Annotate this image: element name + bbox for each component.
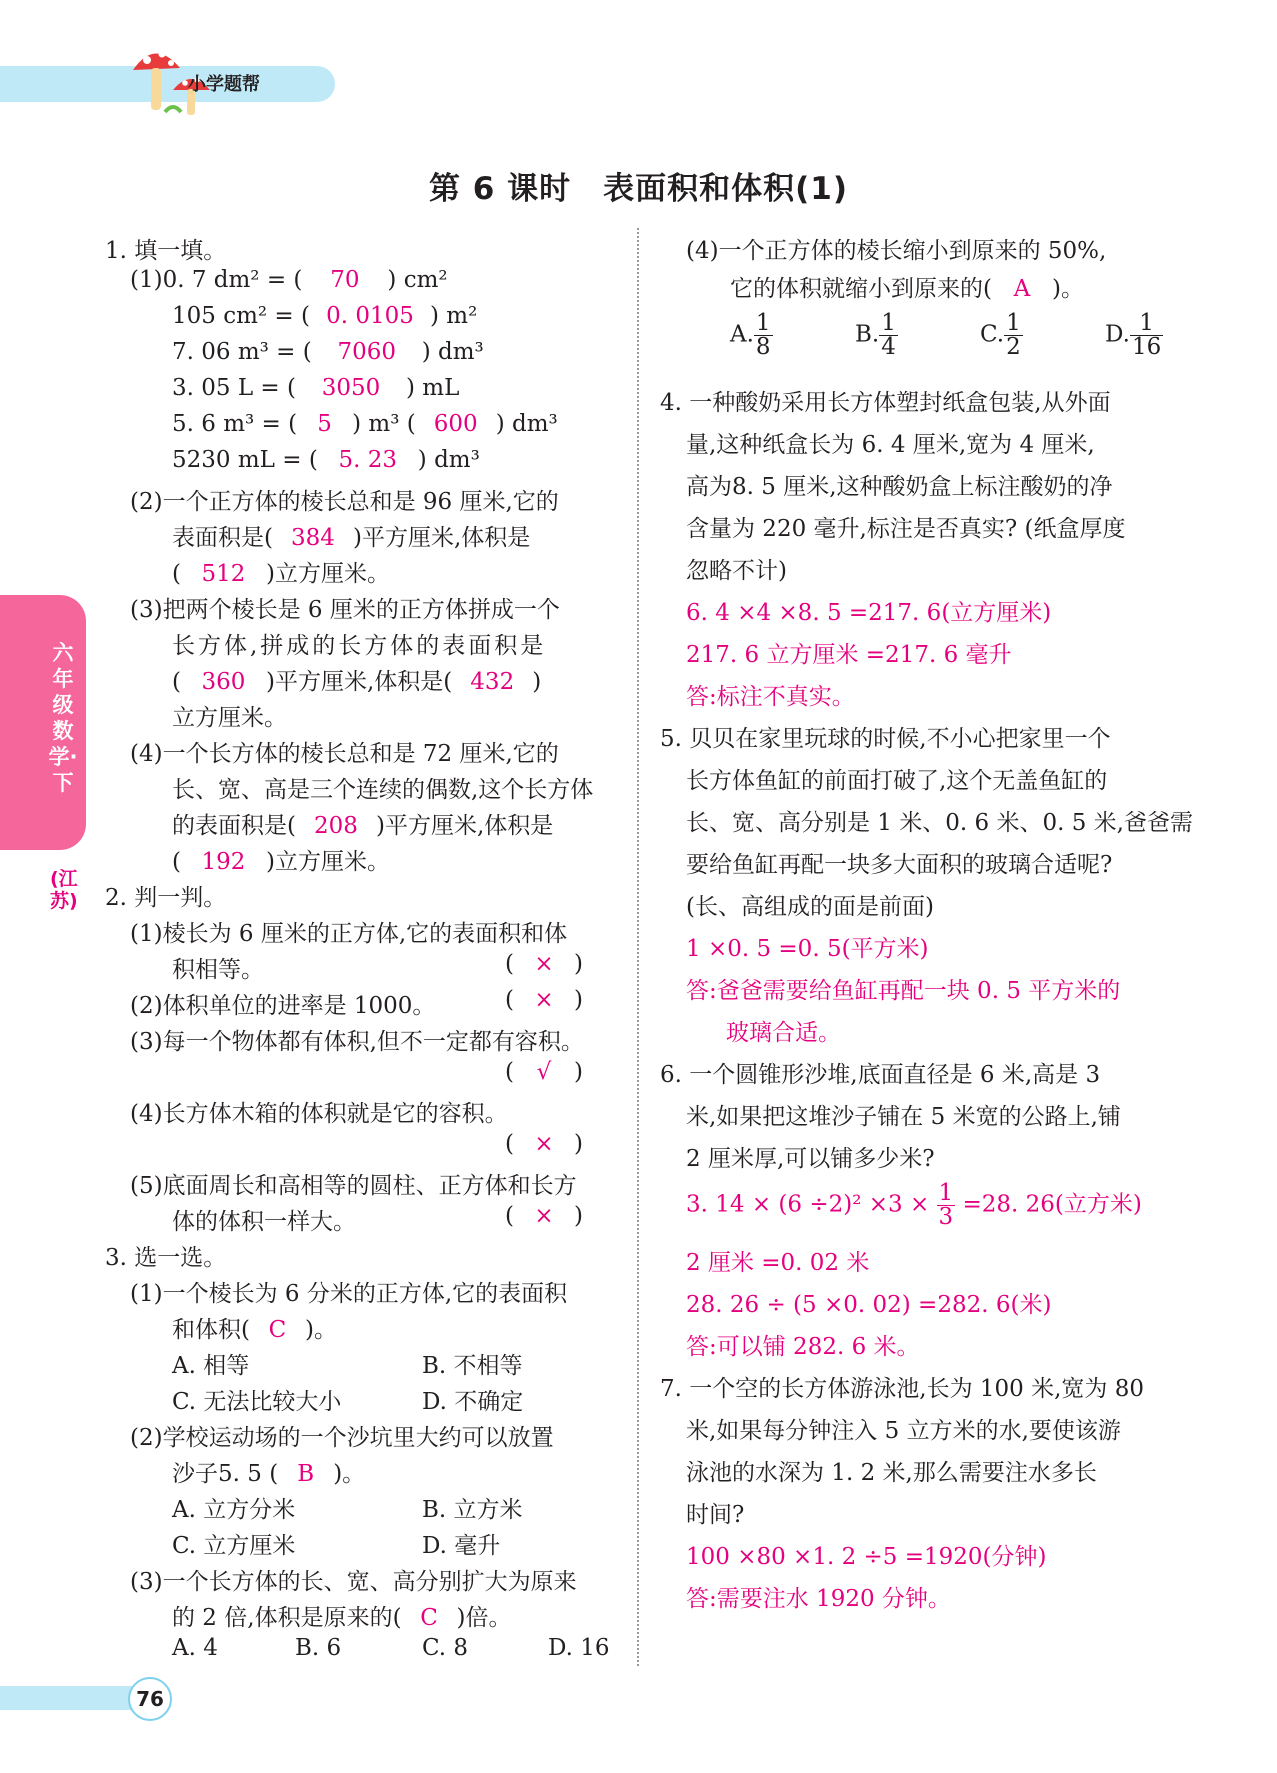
answer: 192 <box>201 849 246 875</box>
q1-row2: 105 cm² = ( 0. 0105 ) m² <box>172 303 478 329</box>
q2-item1: (1)棱长为 6 厘米的正方体,它的表面积和体 <box>130 921 568 947</box>
answer-line: 玻璃合适。 <box>726 1020 841 1046</box>
option: B. 不相等 <box>422 1353 523 1379</box>
q1-part2-line2: 表面积是( 384 )平方厘米,体积是 <box>172 525 531 551</box>
q1-row1: (1)0. 7 dm² = ( 70 ) cm² <box>130 267 448 293</box>
q2-item3: (3)每一个物体都有体积,但不一定都有容积。 <box>130 1029 584 1055</box>
q1-row6: 5230 mL = ( 5. 23 ) dm³ <box>172 447 480 473</box>
answer: 384 <box>291 525 335 551</box>
q1-part4-line4: ( 192 )立方厘米。 <box>172 849 390 875</box>
q1-heading: 1. 填一填。 <box>105 238 227 264</box>
q2-item1-cont: 积相等。 <box>172 957 264 983</box>
answer: 208 <box>314 813 358 839</box>
answer: × <box>534 951 554 977</box>
q3-item4: (4)一个正方体的棱长缩小到原来的 50%, <box>686 238 1107 264</box>
q5-line: 长方体鱼缸的前面打破了,这个无盖鱼缸的 <box>686 768 1108 794</box>
brand-name: 小学题帮 <box>188 74 260 95</box>
q7-line: 7. 一个空的长方体游泳池,长为 100 米,宽为 80 <box>660 1376 1144 1402</box>
answer: 7060 <box>337 339 396 365</box>
q5-line: 长、宽、高分别是 1 米、0. 6 米、0. 5 米,爸爸需 <box>686 810 1193 836</box>
judgement-box: ( × ) <box>505 1203 583 1229</box>
option: B. $\frac{1}{4}$ <box>855 310 896 360</box>
q1-part2-line1: (2)一个正方体的棱长总和是 96 厘米,它的 <box>130 489 559 515</box>
option: A. 相等 <box>172 1353 250 1379</box>
q2-item5: (5)底面周长和高相等的圆柱、正方体和长方 <box>130 1173 577 1199</box>
q4-line: 含量为 220 毫升,标注是否真实? (纸盒厚度 <box>686 516 1126 542</box>
answer-line: 2 厘米 =0. 02 米 <box>686 1250 870 1276</box>
judgement-box: ( √ ) <box>505 1059 583 1085</box>
answer: 0. 0105 <box>326 303 414 329</box>
region-label: (江苏) <box>50 868 78 912</box>
answer-line: 答:标注不真实。 <box>686 684 855 710</box>
judgement-box: ( × ) <box>505 987 583 1013</box>
q4-line: 高为8. 5 厘米,这种酸奶盒上标注酸奶的净 <box>686 474 1113 500</box>
judgement-box: ( × ) <box>505 951 583 977</box>
page-number: 76 <box>128 1677 172 1721</box>
q6-line: 2 厘米厚,可以铺多少米? <box>686 1146 935 1172</box>
q2-item2: (2)体积单位的进率是 1000。 <box>130 993 436 1019</box>
q1-part4-line1: (4)一个长方体的棱长总和是 72 厘米,它的 <box>130 741 559 767</box>
answer: × <box>534 1131 554 1157</box>
option: B. 6 <box>295 1635 342 1661</box>
q1-part3-line2: 长方体,拼成的长方体的表面积是 <box>172 633 547 659</box>
answer: × <box>534 1203 554 1229</box>
answer: 512 <box>201 561 246 587</box>
option: C. 8 <box>422 1635 469 1661</box>
answer-line: 217. 6 立方厘米 =217. 6 毫升 <box>686 642 1012 668</box>
q5-line: 5. 贝贝在家里玩球的时候,不小心把家里一个 <box>660 726 1111 752</box>
q3-item2: (2)学校运动场的一个沙坑里大约可以放置 <box>130 1425 554 1451</box>
answer-line: 3. 14 × (6 ÷2)² ×3 × $\frac{1}{3}$ =28. 26(立方米) <box>686 1180 1142 1230</box>
answer-line: 答:爸爸需要给鱼缸再配一块 0. 5 平方米的 <box>686 978 1121 1004</box>
q3-item3: (3)一个长方体的长、宽、高分别扩大为原来 <box>130 1569 577 1595</box>
q3-heading: 3. 选一选。 <box>105 1245 227 1271</box>
option: B. 立方米 <box>422 1497 523 1523</box>
q1-part3-line3: ( 360 )平方厘米,体积是( 432 ) <box>172 669 542 695</box>
answer: 360 <box>201 669 246 695</box>
option: C. $\frac{1}{2}$ <box>980 310 1021 360</box>
q2-heading: 2. 判一判。 <box>105 885 227 911</box>
answer-line: 6. 4 ×4 ×8. 5 =217. 6(立方厘米) <box>686 600 1052 626</box>
option: D. $\frac{1}{16}$ <box>1105 310 1162 360</box>
answer-line: 28. 26 ÷ (5 ×0. 02) =282. 6(米) <box>686 1292 1052 1318</box>
q1-part4-line2: 长、宽、高是三个连续的偶数,这个长方体 <box>172 777 594 803</box>
q1-part4-line3: 的表面积是( 208 )平方厘米,体积是 <box>172 813 554 839</box>
answer: 600 <box>433 411 478 437</box>
answer-line: 答:可以铺 282. 6 米。 <box>686 1334 920 1360</box>
q1-part3-line4: 立方厘米。 <box>172 705 287 731</box>
q4-line: 4. 一种酸奶采用长方体塑封纸盒包装,从外面 <box>660 390 1111 416</box>
q3-item2-cont: 沙子5. 5 ( B )。 <box>172 1461 366 1487</box>
q4-line: 忽略不计) <box>686 558 787 584</box>
q3-item1-cont: 和体积( C )。 <box>172 1317 337 1343</box>
q5-line: (长、高组成的面是前面) <box>686 894 934 920</box>
option: A. $\frac{1}{8}$ <box>730 310 771 360</box>
column-divider <box>637 228 639 1666</box>
answer: × <box>534 987 554 1013</box>
q1-part2-line3: ( 512 )立方厘米。 <box>172 561 390 587</box>
option: D. 不确定 <box>422 1389 524 1415</box>
q7-line: 米,如果每分钟注入 5 立方米的水,要使该游 <box>686 1418 1121 1444</box>
q3-item1: (1)一个棱长为 6 分米的正方体,它的表面积 <box>130 1281 568 1307</box>
option: C. 无法比较大小 <box>172 1389 342 1415</box>
answer: 5 <box>317 411 332 437</box>
page-title: 第 6 课时 表面积和体积(1) <box>428 171 849 207</box>
answer: B <box>297 1461 315 1487</box>
answer-line: 100 ×80 ×1. 2 ÷5 =1920(分钟) <box>686 1544 1047 1570</box>
q1-row4: 3. 05 L = ( 3050 ) mL <box>172 375 460 401</box>
q4-line: 量,这种纸盒长为 6. 4 厘米,宽为 4 厘米, <box>686 432 1095 458</box>
q1-row5: 5. 6 m³ = ( 5 ) m³ ( 600 ) dm³ <box>172 411 558 437</box>
q1-part3-line1: (3)把两个棱长是 6 厘米的正方体拼成一个 <box>130 597 560 623</box>
q2-item4: (4)长方体木箱的体积就是它的容积。 <box>130 1101 508 1127</box>
option: D. 毫升 <box>422 1533 501 1559</box>
answer: 70 <box>330 267 360 293</box>
q3-item4-cont: 它的体积就缩小到原来的( A )。 <box>730 276 1084 302</box>
q5-line: 要给鱼缸再配一块多大面积的玻璃合适呢? <box>686 852 1113 878</box>
answer: C <box>420 1605 438 1631</box>
q7-line: 泳池的水深为 1. 2 米,那么需要注水多长 <box>686 1460 1097 1486</box>
answer-line: 答:需要注水 1920 分钟。 <box>686 1586 951 1612</box>
answer: A <box>1013 276 1031 302</box>
judgement-box: ( × ) <box>505 1131 583 1157</box>
option: C. 立方厘米 <box>172 1533 296 1559</box>
answer: C <box>268 1317 287 1343</box>
q6-line: 6. 一个圆锥形沙堆,底面直径是 6 米,高是 3 <box>660 1062 1101 1088</box>
q2-item5-cont: 体的体积一样大。 <box>172 1209 356 1235</box>
answer: 3050 <box>321 375 381 401</box>
option: A. 立方分米 <box>172 1497 296 1523</box>
q3-item3-cont: 的 2 倍,体积是原来的( C )倍。 <box>172 1605 512 1631</box>
q7-line: 时间? <box>686 1502 745 1528</box>
option: A. 4 <box>172 1635 218 1661</box>
answer: 5. 23 <box>338 447 398 473</box>
answer-line: 1 ×0. 5 =0. 5(平方米) <box>686 936 929 962</box>
q1-row3: 7. 06 m³ = ( 7060 ) dm³ <box>172 339 484 365</box>
answer: √ <box>536 1059 552 1085</box>
answer: 432 <box>470 669 515 695</box>
option: D. 16 <box>548 1635 610 1661</box>
q6-line: 米,如果把这堆沙子铺在 5 米宽的公路上,铺 <box>686 1104 1121 1130</box>
grade-label: 六年级数学·下 <box>48 641 78 795</box>
